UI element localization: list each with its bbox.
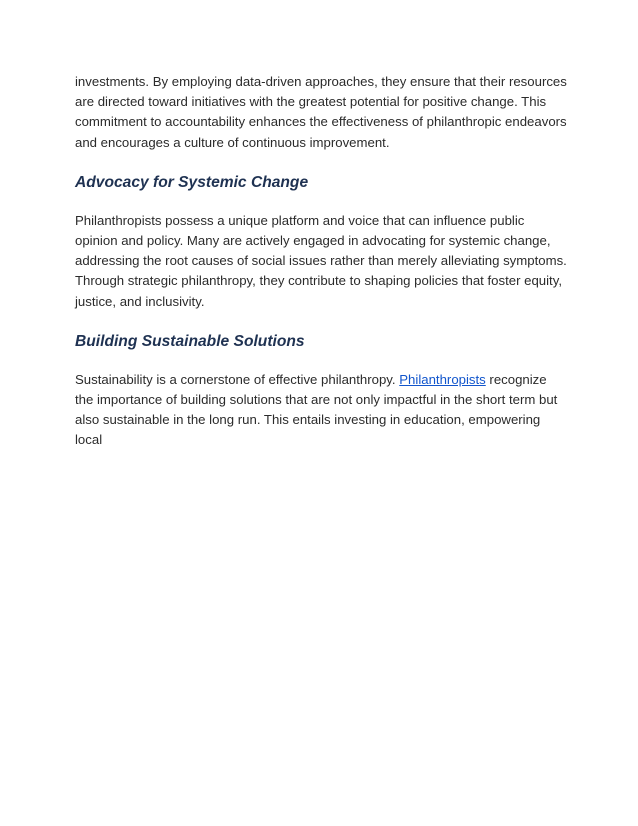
section-heading-sustainable: Building Sustainable Solutions bbox=[75, 332, 305, 350]
paragraph-text-before-link: Sustainability is a cornerstone of effective philanthropy. bbox=[75, 371, 400, 387]
document-body bbox=[75, 72, 567, 451]
philanthropists-link[interactable]: Philanthropists bbox=[399, 371, 486, 387]
paragraph-advocacy: Philanthropists possess a unique platform and voice that can influence public opinion and policy. Many are actively engaged in advocating for systemic change, addressing the root causes of social issues rather than merely alleviating symptoms. Through strategic philanthropy, they contribute to shaping policies that foster equity, justice, and inclusivity. bbox=[75, 212, 567, 309]
paragraph-sustainability bbox=[75, 370, 567, 451]
paragraph-text-after-link: recognize the importance of building solutions that are not only impactful in the short term but also sustainable in the long run. This entails investing in education, empowering local bbox=[75, 371, 558, 448]
section-heading-advocacy: Advocacy for Systemic Change bbox=[75, 173, 309, 191]
paragraph-accountability: investments. By employing data-driven approaches, they ensure that their resources are directed toward initiatives with the greatest potential for positive change. This commitment to accountability enhances the effectiveness of philanthropic endeavors and encourages a culture of continuous improvement. bbox=[75, 74, 567, 150]
